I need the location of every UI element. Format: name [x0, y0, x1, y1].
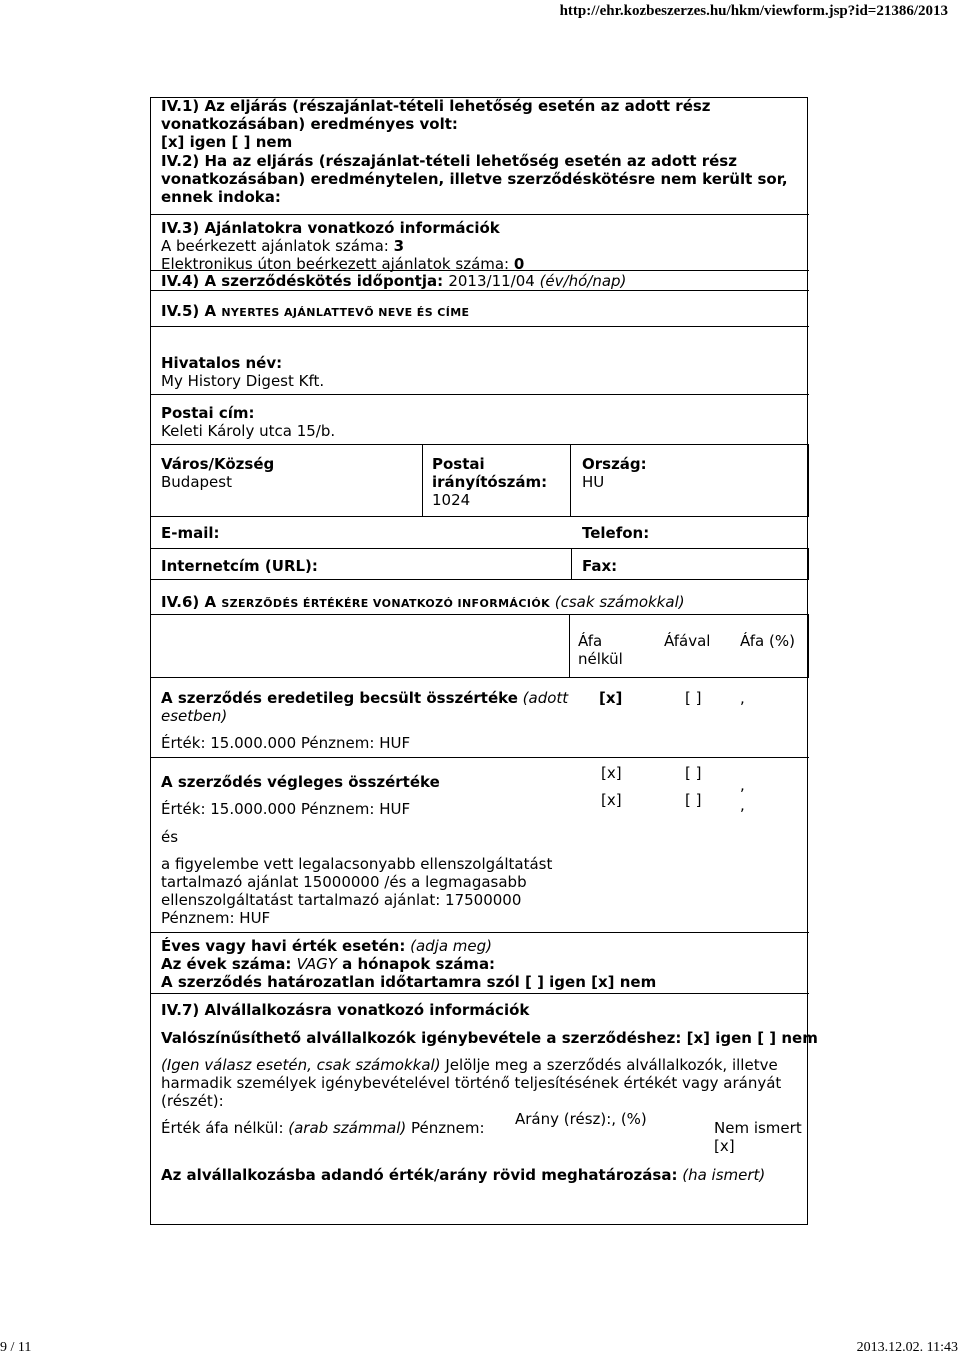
divider [150, 394, 809, 395]
phone-label: Telefon: [582, 524, 650, 542]
s41-line1: IV.1) Az eljárás (részajánlat-tételi lehetőség esetén az adott rész [161, 97, 711, 115]
col-no-vat-b: nélkül [578, 650, 623, 668]
est-note: esetben) [161, 707, 228, 725]
divider [150, 757, 809, 758]
col-with-vat: Áfával [664, 632, 711, 650]
divider [150, 270, 809, 271]
unknown-checkbox: [x] [714, 1137, 735, 1155]
est-value: Érték: 15.000.000 Pénznem: HUF [161, 734, 411, 752]
url-label: Internetcím (URL): [161, 557, 318, 575]
winner-name: My History Digest Kft. [161, 372, 325, 390]
s45-title: IV.5) A NYERTES AJÁNLATTEVŐ NEVE ÉS CÍME [161, 302, 470, 320]
divider [150, 326, 809, 327]
divider [150, 290, 809, 291]
subcontract-part: Az alvállalkozásba adandó érték/arány rövid meghatározása: (ha ismert) [161, 1166, 766, 1184]
divider [150, 932, 809, 933]
subcontract-likely: Valószínűsíthető alvállalkozók igénybevétele a szerződéshez: [x] igen [ ] nem [161, 1029, 818, 1047]
s43-received: A beérkezett ajánlatok száma: 3 [161, 237, 405, 255]
final-r2-vat-pct: , [740, 796, 745, 814]
s43-title: IV.3) Ajánlatokra vonatkozó információk [161, 219, 500, 237]
s41-line2: vonatkozásában) eredményes volt: [161, 115, 458, 133]
and-text: és [161, 828, 179, 846]
unknown-label: Nem ismert [714, 1119, 802, 1137]
s42-line2: vonatkozásában) eredménytelen, illetve szerződéskötésre nem került sor, [161, 170, 788, 188]
final-r2-no-vat: [x] [601, 791, 622, 809]
winner-name-label: Hivatalos név: [161, 354, 283, 372]
email-label: E-mail: [161, 524, 220, 542]
country-label: Ország: [582, 455, 647, 473]
s42-line1: IV.2) Ha az eljárás (részajánlat-tételi lehetőség esetén az adott rész [161, 152, 737, 170]
final-value: Érték: 15.000.000 Pénznem: HUF [161, 800, 411, 818]
final-r2-with-vat: [ ] [685, 791, 702, 809]
s41-line3: [x] igen [ ] nem [161, 133, 293, 151]
range-line4: Pénznem: HUF [161, 909, 271, 927]
subcontract-note-3: (részét): [161, 1092, 224, 1110]
zip-label-1: Postai [432, 455, 485, 473]
final-r1-no-vat: [x] [601, 764, 622, 782]
subcontract-note-1: (Igen válasz esetén, csak számokkal) Jelölje meg a szerződés alvállalkozók, illetve [161, 1056, 778, 1074]
divider [150, 993, 809, 994]
divider [150, 214, 809, 215]
subcontract-ratio: Arány (rész):, (%) [515, 1110, 647, 1128]
print-datetime: 2013.12.02. 11:43 [856, 1340, 958, 1355]
final-r1-vat-pct: , [740, 776, 745, 794]
years-months: Az évek száma: VAGY a hónapok száma: [161, 955, 496, 973]
final-r1-with-vat: [ ] [685, 764, 702, 782]
page-url: http://ehr.kozbeszerzes.hu/hkm/viewform.jsp?id=21386/2013 [559, 3, 948, 19]
annual-value: Éves vagy havi érték esetén: (adja meg) [161, 937, 493, 955]
range-line3: ellenszolgáltatást tartalmazó ajánlat: 17500000 [161, 891, 522, 909]
final-label: A szerződés végleges összértéke [161, 773, 440, 791]
winner-address-label: Postai cím: [161, 404, 255, 422]
est-with-vat-mark: [ ] [685, 689, 702, 707]
winner-address: Keleti Károly utca 15/b. [161, 422, 336, 440]
s44-contract-date: IV.4) A szerződéskötés időpontja: 2013/11/04 (év/hó/nap) [161, 272, 627, 290]
s43-electronic: Elektronikus úton beérkezett ajánlatok száma: 0 [161, 255, 525, 273]
est-vat-pct: , [740, 689, 745, 707]
range-line1: a figyelembe vett legalacsonyabb ellenszolgáltatást [161, 855, 553, 873]
page-number: 9 / 11 [0, 1340, 32, 1355]
s46-title: IV.6) A SZERZŐDÉS ÉRTÉKÉRE VONATKOZÓ INFORMÁCIÓK (csak számokkal) [161, 593, 685, 611]
zip-value: 1024 [432, 491, 471, 509]
country-value: HU [582, 473, 605, 491]
city-value: Budapest [161, 473, 232, 491]
s42-line3: ennek indoka: [161, 188, 281, 206]
subcontract-note-2: harmadik személyek igénybevételével történő teljesítésének értékét vagy arányát [161, 1074, 782, 1092]
s47-title: IV.7) Alvállalkozásra vonatkozó információk [161, 1001, 530, 1019]
est-no-vat-mark: [x] [599, 689, 623, 707]
indefinite-term: A szerződés határozatlan időtartamra szól [ ] igen [x] nem [161, 973, 657, 991]
range-line2: tartalmazó ajánlat 15000000 /és a legmagasabb [161, 873, 527, 891]
zip-label-2: irányítószám: [432, 473, 548, 491]
city-label: Város/Község [161, 455, 275, 473]
col-vat-pct: Áfa (%) [740, 632, 795, 650]
est-label: A szerződés eredetileg becsült összértéke (adott [161, 689, 569, 707]
subcontract-value: Érték áfa nélkül: (arab számmal) Pénznem: [161, 1119, 485, 1137]
col-no-vat-a: Áfa [578, 632, 603, 650]
fax-label: Fax: [582, 557, 618, 575]
